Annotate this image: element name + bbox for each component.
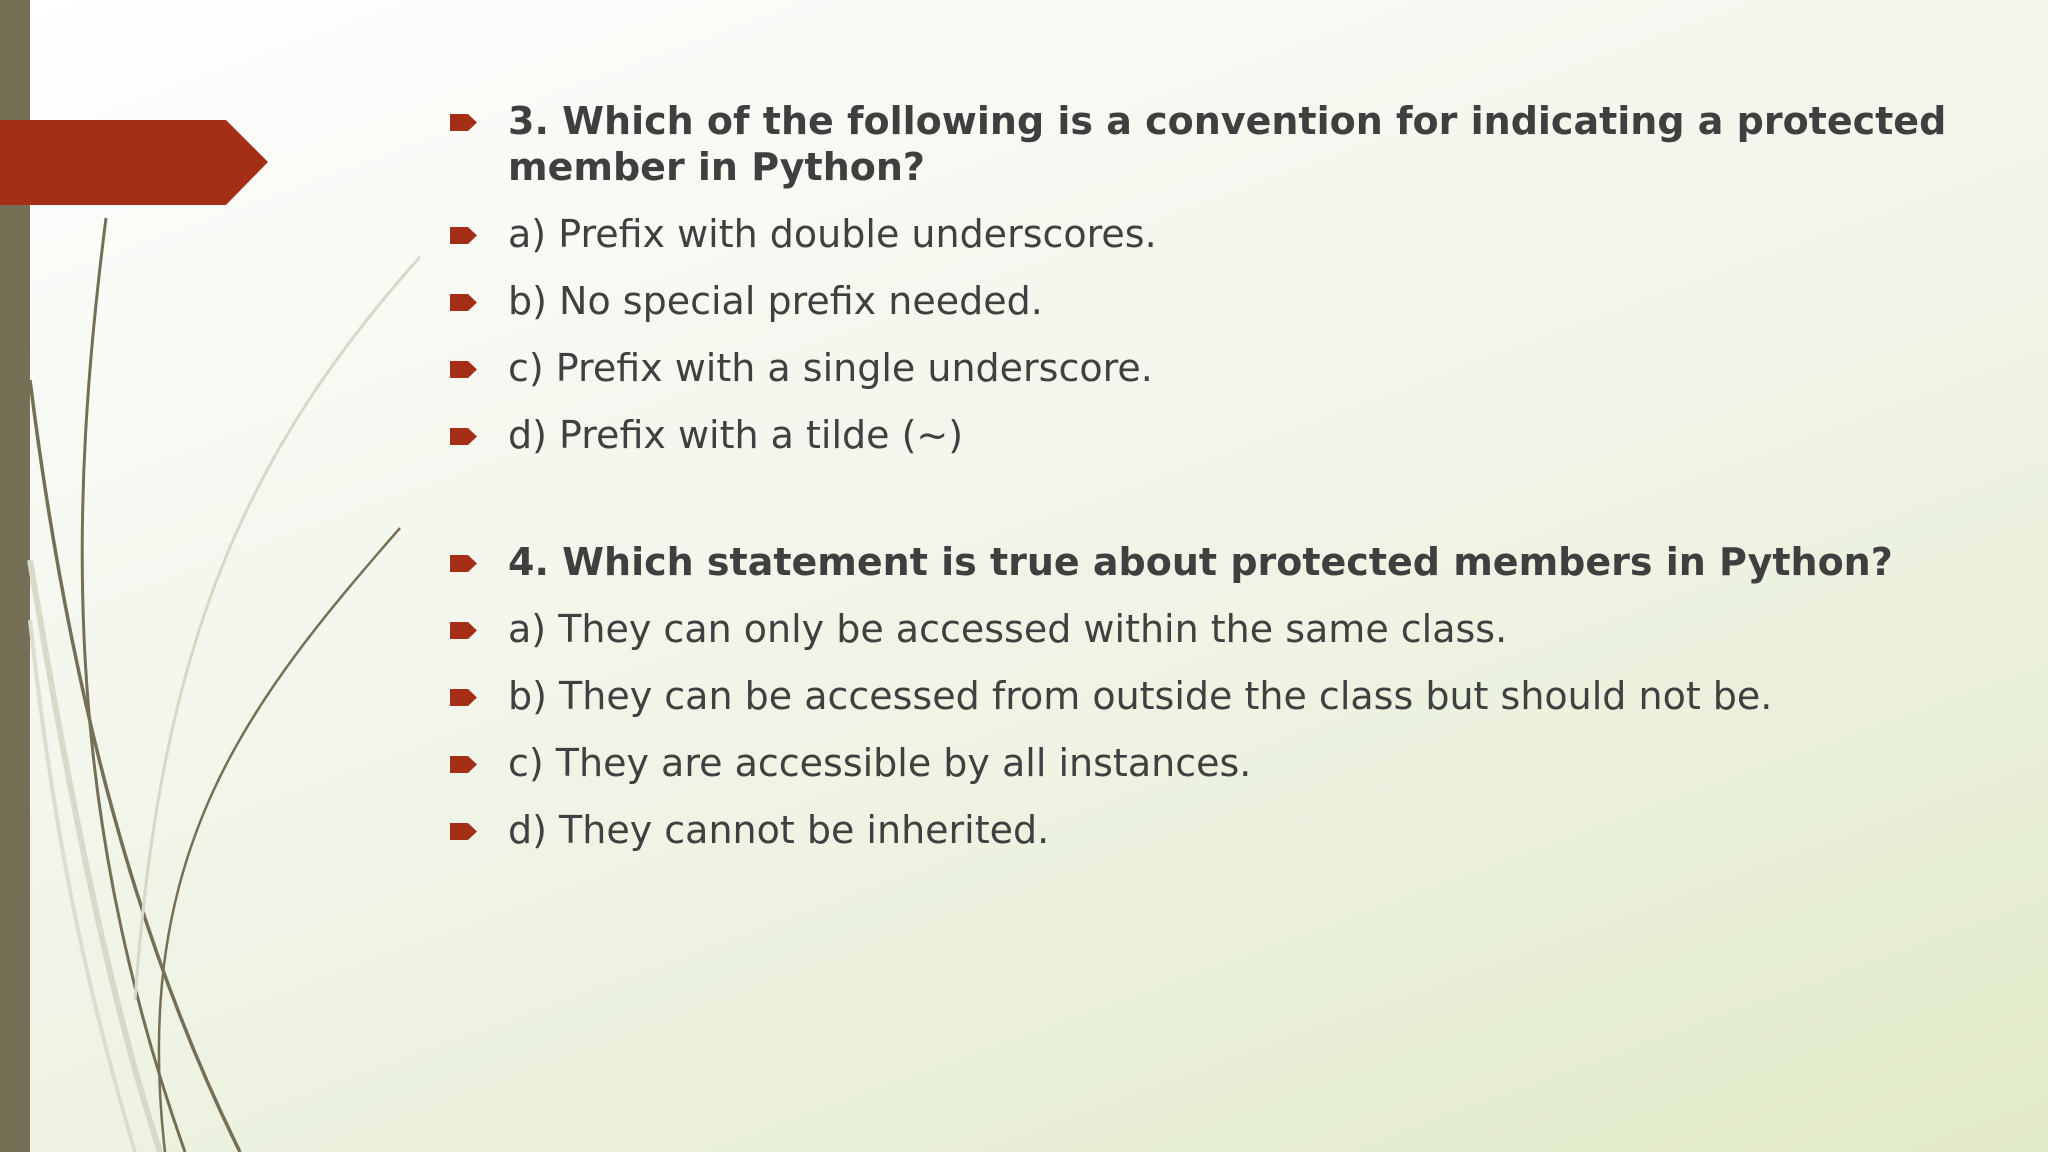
arrow-bullet-icon	[450, 689, 477, 706]
question-4-text: 4. Which statement is true about protected members in Python?	[508, 540, 1893, 584]
q4-option-c	[450, 740, 1950, 786]
title-flag-shape	[0, 120, 268, 205]
option-text: c) They are accessible by all instances.	[508, 741, 1252, 785]
q4-option-d	[450, 807, 1950, 853]
option-text: d) They cannot be inherited.	[508, 808, 1050, 852]
arrow-bullet-icon	[450, 622, 477, 639]
option-text: a) They can only be accessed within the same class.	[508, 607, 1508, 651]
arrow-bullet-icon	[450, 294, 477, 311]
q4-option-b	[450, 673, 1950, 719]
arrow-bullet-icon	[450, 227, 477, 244]
q4-option-a	[450, 606, 1950, 652]
q3-option-a	[450, 211, 1950, 257]
arrow-bullet-icon	[450, 555, 477, 572]
arrow-bullet-icon	[450, 361, 477, 378]
question-3	[450, 98, 1950, 190]
question-3-text: 3. Which of the following is a convention for indicating a protected member in Python?	[508, 99, 1947, 189]
option-text: a) Prefix with double underscores.	[508, 212, 1157, 256]
arrow-bullet-icon	[450, 823, 477, 840]
slide-content	[450, 98, 1950, 874]
question-4	[450, 539, 1950, 585]
option-text: b) No special prefix needed.	[508, 279, 1043, 323]
arrow-bullet-icon	[450, 756, 477, 773]
option-text: d) Prefix with a tilde (~)	[508, 413, 964, 457]
q3-option-c	[450, 345, 1950, 391]
arrow-bullet-icon	[450, 114, 477, 131]
option-text: b) They can be accessed from outside the class but should not be.	[508, 674, 1773, 718]
option-text: c) Prefix with a single underscore.	[508, 346, 1153, 390]
arrow-bullet-icon	[450, 428, 477, 445]
q3-option-b	[450, 278, 1950, 324]
spacer	[450, 479, 1950, 539]
q3-option-d	[450, 412, 1950, 458]
